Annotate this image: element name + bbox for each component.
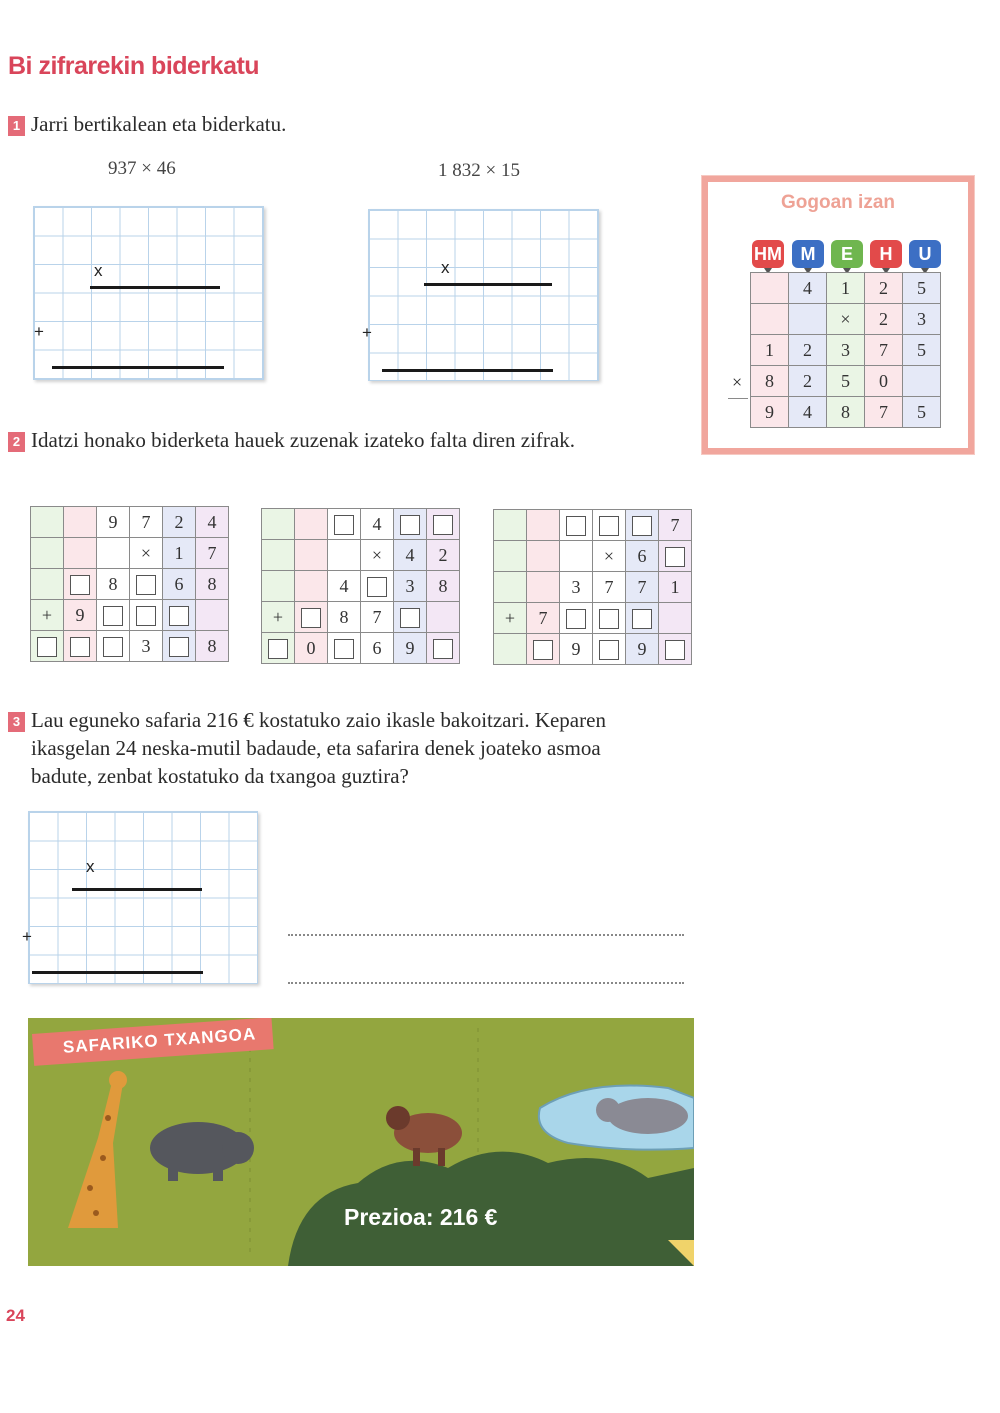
missing-digit-box[interactable]	[130, 569, 163, 600]
digit-cell	[659, 603, 692, 634]
digit-cell	[527, 510, 560, 541]
missing-digit-box[interactable]	[361, 571, 394, 602]
digit-cell: 6	[163, 569, 196, 600]
reminder-cell	[751, 304, 789, 335]
exercise-1-grid-b[interactable]	[368, 209, 599, 381]
digit-cell: 9	[560, 634, 593, 665]
digit-cell	[560, 541, 593, 572]
missing-digit-box[interactable]	[130, 600, 163, 631]
digit-cell: 3	[394, 571, 427, 602]
missing-digit-box[interactable]	[163, 600, 196, 631]
digit-cell: 7	[361, 602, 394, 633]
digit-cell: 6	[361, 633, 394, 664]
reminder-cell: 4	[789, 273, 827, 304]
reminder-cell: 1	[751, 335, 789, 366]
tag-hm: HM	[752, 240, 784, 268]
missing-digit-box[interactable]	[427, 509, 460, 540]
missing-digit-box[interactable]	[560, 510, 593, 541]
safari-banner	[28, 1018, 694, 1266]
reminder-cell	[903, 366, 941, 397]
empty-box[interactable]	[665, 640, 685, 660]
answer-line	[90, 286, 220, 289]
digit-cell	[31, 569, 64, 600]
exercise-2-instruction: Idatzi honako biderketa hauek zuzenak izateko falta diren zifrak.	[31, 428, 575, 452]
empty-box[interactable]	[103, 637, 123, 657]
empty-box[interactable]	[70, 637, 90, 657]
reminder-box	[702, 176, 974, 454]
digit-cell: 8	[97, 569, 130, 600]
reminder-row	[751, 304, 941, 335]
answer-dotted-line-2[interactable]	[288, 982, 684, 984]
digit-cell	[295, 509, 328, 540]
digit-cell: 1	[659, 572, 692, 603]
digit-cell	[494, 572, 527, 603]
exercise-3-line-2: ikasgelan 24 neska-mutil badaude, eta safarira denek joateko asmoa	[31, 736, 601, 760]
exercise-1-expression-b: 1 832 × 15	[438, 160, 520, 181]
empty-box[interactable]	[169, 606, 189, 626]
table-row	[31, 507, 229, 538]
digit-cell: 2	[427, 540, 460, 571]
exercise-1-instruction: Jarri bertikalean eta biderkatu.	[31, 112, 287, 136]
table-row	[31, 631, 229, 662]
digit-cell	[328, 540, 361, 571]
missing-digit-box[interactable]	[394, 509, 427, 540]
missing-digit-box[interactable]	[527, 634, 560, 665]
digit-cell: +	[494, 603, 527, 634]
reminder-cell: 8	[751, 366, 789, 397]
empty-box[interactable]	[70, 575, 90, 595]
missing-digit-box[interactable]	[560, 603, 593, 634]
missing-digit-box[interactable]	[163, 631, 196, 662]
reminder-cell: 5	[903, 335, 941, 366]
digit-cell: 7	[196, 538, 229, 569]
table-row	[494, 510, 692, 541]
missing-digit-box[interactable]	[31, 631, 64, 662]
exercise-1-instruction-row	[8, 112, 286, 137]
digit-cell: 4	[361, 509, 394, 540]
digit-cell: +	[262, 602, 295, 633]
reminder-cell: 7	[865, 335, 903, 366]
exercise-2-number: 2	[8, 432, 25, 452]
answer-line	[52, 366, 224, 369]
answer-line	[32, 971, 203, 974]
digit-cell: 7	[527, 603, 560, 634]
empty-box[interactable]	[566, 609, 586, 629]
empty-box[interactable]	[632, 609, 652, 629]
reminder-times-sign: ×	[732, 372, 743, 392]
empty-box[interactable]	[599, 640, 619, 660]
digit-cell: 9	[626, 634, 659, 665]
digit-cell	[494, 541, 527, 572]
table-row	[494, 603, 692, 634]
exercise-1-grid-a[interactable]	[33, 206, 264, 380]
exercise-1-expression-a: 937 × 46	[108, 158, 176, 179]
digit-cell: 3	[130, 631, 163, 662]
empty-box[interactable]	[136, 575, 156, 595]
answer-dotted-line-1[interactable]	[288, 934, 684, 936]
page-number: 24	[6, 1306, 25, 1325]
empty-box[interactable]	[268, 639, 288, 659]
empty-box[interactable]	[400, 515, 420, 535]
empty-box[interactable]	[566, 516, 586, 536]
tag-e: E	[831, 240, 863, 268]
reminder-cell: 9	[751, 397, 789, 428]
missing-digit-box[interactable]	[626, 603, 659, 634]
reminder-cell: 4	[789, 397, 827, 428]
missing-digit-box[interactable]	[394, 602, 427, 633]
times-sign: x	[441, 258, 450, 277]
exercise-3-text	[8, 706, 606, 790]
table-row	[262, 540, 460, 571]
table-row	[494, 572, 692, 603]
empty-box[interactable]	[334, 515, 354, 535]
reminder-cell: 2	[789, 335, 827, 366]
digit-cell: +	[31, 600, 64, 631]
exercise-3-number: 3	[8, 712, 25, 732]
digit-cell: 8	[196, 631, 229, 662]
reminder-cell	[789, 304, 827, 335]
empty-box[interactable]	[665, 547, 685, 567]
answer-line	[72, 888, 202, 891]
digit-cell: 4	[328, 571, 361, 602]
safari-ribbon: SAFARIKO TXANGOA	[32, 1018, 273, 1066]
digit-cell: 1	[163, 538, 196, 569]
digit-cell	[31, 538, 64, 569]
missing-digit-box[interactable]	[328, 509, 361, 540]
empty-box[interactable]	[632, 516, 652, 536]
reminder-row	[751, 397, 941, 428]
exercise-3-grid[interactable]	[28, 811, 258, 984]
missing-digit-box[interactable]	[262, 633, 295, 664]
digit-cell: 8	[328, 602, 361, 633]
exercise-3-line-3: badute, zenbat kostatuko da txangoa guztira?	[31, 764, 409, 788]
empty-box[interactable]	[433, 639, 453, 659]
missing-digit-box[interactable]	[593, 603, 626, 634]
table-row	[31, 538, 229, 569]
digit-cell: 8	[196, 569, 229, 600]
table-row	[31, 600, 229, 631]
exercise-2-table-1	[30, 506, 229, 662]
reminder-cell: 5	[903, 397, 941, 428]
digit-cell	[262, 509, 295, 540]
digit-cell	[64, 538, 97, 569]
empty-box[interactable]	[301, 608, 321, 628]
empty-box[interactable]	[367, 577, 387, 597]
digit-cell: ×	[130, 538, 163, 569]
reminder-cell: 1	[827, 273, 865, 304]
digit-cell: 8	[427, 571, 460, 602]
digit-cell	[527, 541, 560, 572]
table-row	[262, 602, 460, 633]
tag-m: M	[792, 240, 824, 268]
digit-cell: ×	[593, 541, 626, 572]
empty-box[interactable]	[136, 606, 156, 626]
answer-line	[424, 283, 552, 286]
digit-cell	[427, 602, 460, 633]
empty-box[interactable]	[599, 609, 619, 629]
reminder-title: Gogoan izan	[781, 192, 895, 213]
digit-cell: 9	[64, 600, 97, 631]
reminder-cell: 2	[865, 304, 903, 335]
exercise-2-instruction-row	[8, 428, 575, 453]
missing-digit-box[interactable]	[97, 631, 130, 662]
reminder-row	[751, 273, 941, 304]
digit-cell: 7	[593, 572, 626, 603]
plus-sign: +	[34, 322, 44, 341]
digit-cell: 4	[394, 540, 427, 571]
empty-box[interactable]	[400, 608, 420, 628]
digit-cell: 9	[394, 633, 427, 664]
digit-cell: 0	[295, 633, 328, 664]
digit-cell: 4	[196, 507, 229, 538]
digit-cell	[494, 634, 527, 665]
digit-cell	[64, 507, 97, 538]
reminder-cell: 0	[865, 366, 903, 397]
digit-cell	[196, 600, 229, 631]
exercise-2-table-3	[493, 509, 692, 665]
missing-digit-box[interactable]	[427, 633, 460, 664]
digit-cell	[97, 538, 130, 569]
empty-box[interactable]	[334, 639, 354, 659]
plus-sign: +	[362, 323, 372, 342]
digit-cell	[295, 540, 328, 571]
answer-line	[382, 369, 553, 372]
missing-digit-box[interactable]	[295, 602, 328, 633]
empty-box[interactable]	[599, 516, 619, 536]
reminder-cell: 3	[903, 304, 941, 335]
exercise-2-table-2	[261, 508, 460, 664]
digit-cell	[31, 507, 64, 538]
empty-box[interactable]	[37, 637, 57, 657]
digit-cell: 3	[560, 572, 593, 603]
reminder-cell: ×	[827, 304, 865, 335]
digit-cell: 7	[130, 507, 163, 538]
digit-cell: ×	[361, 540, 394, 571]
plus-sign: +	[22, 927, 32, 946]
reminder-row	[751, 366, 941, 397]
empty-box[interactable]	[533, 640, 553, 660]
reminder-cell: 3	[827, 335, 865, 366]
missing-digit-box[interactable]	[64, 569, 97, 600]
missing-digit-box[interactable]	[64, 631, 97, 662]
reminder-table	[750, 272, 941, 428]
tag-u: U	[909, 240, 941, 268]
reminder-cell: 5	[827, 366, 865, 397]
missing-digit-box[interactable]	[626, 510, 659, 541]
missing-digit-box[interactable]	[659, 541, 692, 572]
exercise-3-line-1: Lau eguneko safaria 216 € kostatuko zaio ikasle bakoitzari. Keparen	[31, 708, 606, 732]
table-row	[262, 571, 460, 602]
digit-cell	[262, 540, 295, 571]
missing-digit-box[interactable]	[593, 510, 626, 541]
table-row	[262, 633, 460, 664]
safari-price: Prezioa: 216 €	[344, 1204, 498, 1230]
tag-h: H	[870, 240, 902, 268]
table-row	[494, 634, 692, 665]
missing-digit-box[interactable]	[97, 600, 130, 631]
exercise-1-number: 1	[8, 116, 25, 136]
table-row	[262, 509, 460, 540]
reminder-cell: 5	[903, 273, 941, 304]
missing-digit-box[interactable]	[659, 634, 692, 665]
page-title: Bi zifrarekin biderkatu	[8, 52, 260, 80]
reminder-row	[751, 335, 941, 366]
reminder-cell: 2	[789, 366, 827, 397]
reminder-cell: 8	[827, 397, 865, 428]
missing-digit-box[interactable]	[593, 634, 626, 665]
reminder-cell: 2	[865, 273, 903, 304]
digit-cell: 6	[626, 541, 659, 572]
reminder-cell	[751, 273, 789, 304]
digit-cell: 9	[97, 507, 130, 538]
digit-cell	[527, 572, 560, 603]
table-row	[494, 541, 692, 572]
times-sign: x	[94, 261, 103, 280]
digit-cell	[295, 571, 328, 602]
digit-cell: 2	[163, 507, 196, 538]
reminder-divider	[728, 398, 748, 399]
empty-box[interactable]	[169, 637, 189, 657]
digit-cell	[262, 571, 295, 602]
digit-cell: 7	[659, 510, 692, 541]
missing-digit-box[interactable]	[328, 633, 361, 664]
empty-box[interactable]	[103, 606, 123, 626]
empty-box[interactable]	[433, 515, 453, 535]
table-row	[31, 569, 229, 600]
reminder-cell: 7	[865, 397, 903, 428]
times-sign: x	[86, 857, 95, 876]
digit-cell: 7	[626, 572, 659, 603]
digit-cell	[494, 510, 527, 541]
